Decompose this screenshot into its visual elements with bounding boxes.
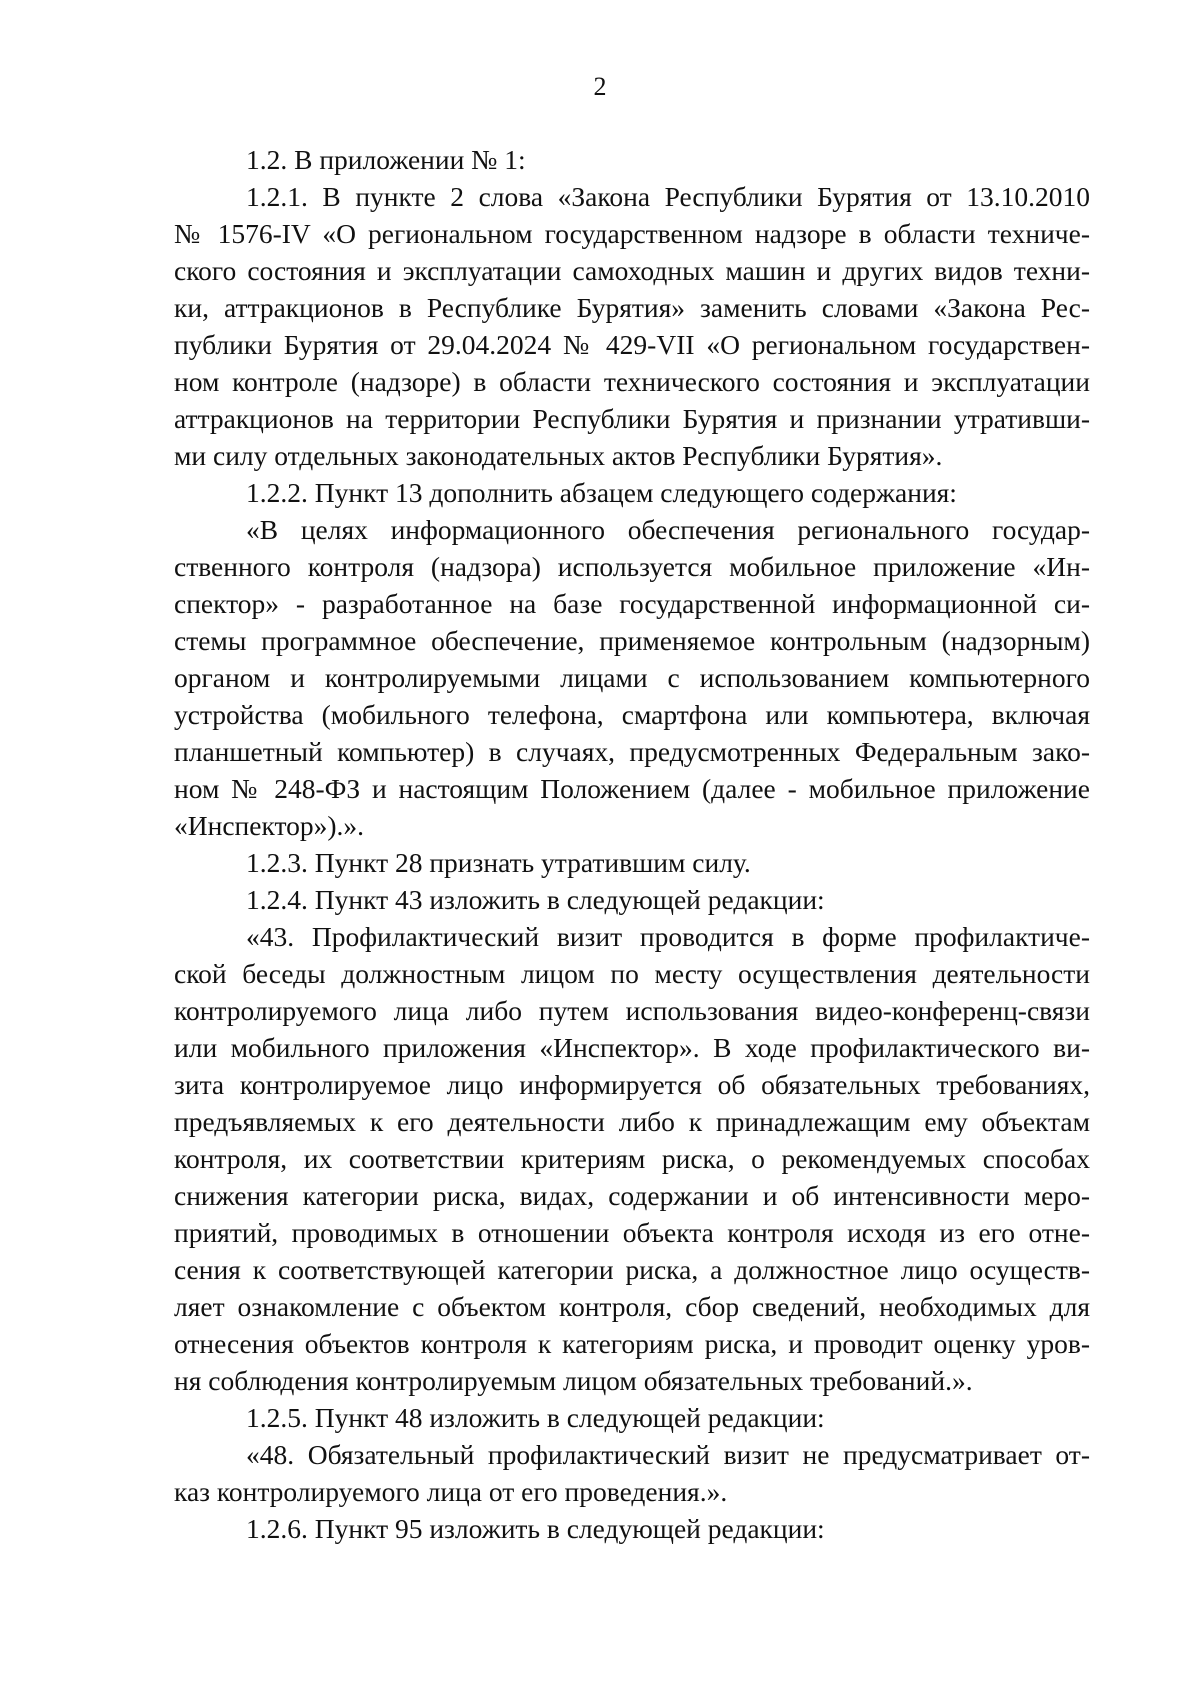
text-line: 1.2.4. Пункт 43 изложить в следующей редакции: [246,884,825,915]
text-line: зита контролируемое лицо информируется об обязательных требованиях, [174,1069,1090,1100]
text-line: 1.2. В приложении № 1: [246,144,526,175]
text-line: или мобильного приложения «Инспектор». В ходе профилактического ви- [174,1032,1090,1063]
text-line: приятий, проводимых в отношении объекта контроля исходя из его отне- [174,1217,1090,1248]
text-line: устройства (мобильного телефона, смартфона или компьютера, включая [174,699,1090,730]
text-line: ского состояния и эксплуатации самоходных машин и других видов техни- [174,255,1090,286]
text-line: ми силу отдельных законодательных актов Республики Бурятия». [174,440,943,471]
text-line: каз контролируемого лица от его проведения.». [174,1476,728,1507]
text-line: ном № 248-ФЗ и настоящим Положением (далее - мобильное приложение [174,773,1090,804]
text-line: «43. Профилактический визит проводится в форме профилактиче- [246,921,1090,952]
text-line: аттракционов на территории Республики Бурятия и признании утративши- [174,403,1090,434]
text-line: органом и контролируемыми лицами с использованием компьютерного [174,662,1090,693]
page-number: 2 [593,72,607,101]
text-line: 1.2.3. Пункт 28 признать утратившим силу. [246,847,751,878]
text-line: 1.2.5. Пункт 48 изложить в следующей редакции: [246,1402,825,1433]
text-line: ня соблюдения контролируемым лицом обязательных требований.». [174,1365,973,1396]
text-line: ляет ознакомление с объектом контроля, сбор сведений, необходимых для [174,1291,1090,1322]
text-line: ственного контроля (надзора) используется мобильное приложение «Ин- [174,551,1090,582]
text-line: 1.2.6. Пункт 95 изложить в следующей редакции: [246,1513,825,1544]
text-line: предъявляемых к его деятельности либо к принадлежащим ему объектам [174,1106,1090,1137]
text-line: ской беседы должностным лицом по месту осуществления деятельности [174,958,1090,989]
text-line: публики Бурятия от 29.04.2024 № 429-VII «О региональном государствен- [174,329,1090,360]
text-line: контролируемого лица либо путем использования видео-конференц-связи [174,995,1090,1026]
text-line: 1.2.2. Пункт 13 дополнить абзацем следующего содержания: [246,477,957,508]
text-line: № 1576-IV «О региональном государственном надзоре в области техниче- [174,218,1090,249]
text-line: ном контроле (надзоре) в области технического состояния и эксплуатации [174,366,1090,397]
text-line: 1.2.1. В пункте 2 слова «Закона Республики Бурятия от 13.10.2010 [246,181,1090,212]
text-line: контроля, их соответствии критериям риска, о рекомендуемых способах [174,1143,1090,1174]
text-line: стемы программное обеспечение, применяемое контрольным (надзорным) [174,625,1090,656]
text-line: снижения категории риска, видах, содержании и об интенсивности меро- [174,1180,1090,1211]
text-line: отнесения объектов контроля к категориям риска, и проводит оценку уров- [174,1328,1090,1359]
document-body [174,141,1090,1547]
text-line: «Инспектор»).». [174,810,365,841]
text-line: спектор» - разработанное на базе государственной информационной си- [174,588,1090,619]
text-line: «В целях информационного обеспечения регионального государ- [246,514,1090,545]
text-line: ки, аттракционов в Республике Бурятия» заменить словами «Закона Рес- [174,292,1090,323]
text-line: «48. Обязательный профилактический визит не предусматривает от- [246,1439,1090,1470]
text-line: планшетный компьютер) в случаях, предусмотренных Федеральным зако- [174,736,1090,767]
text-line: сения к соответствующей категории риска, а должностное лицо осуществ- [174,1254,1090,1285]
